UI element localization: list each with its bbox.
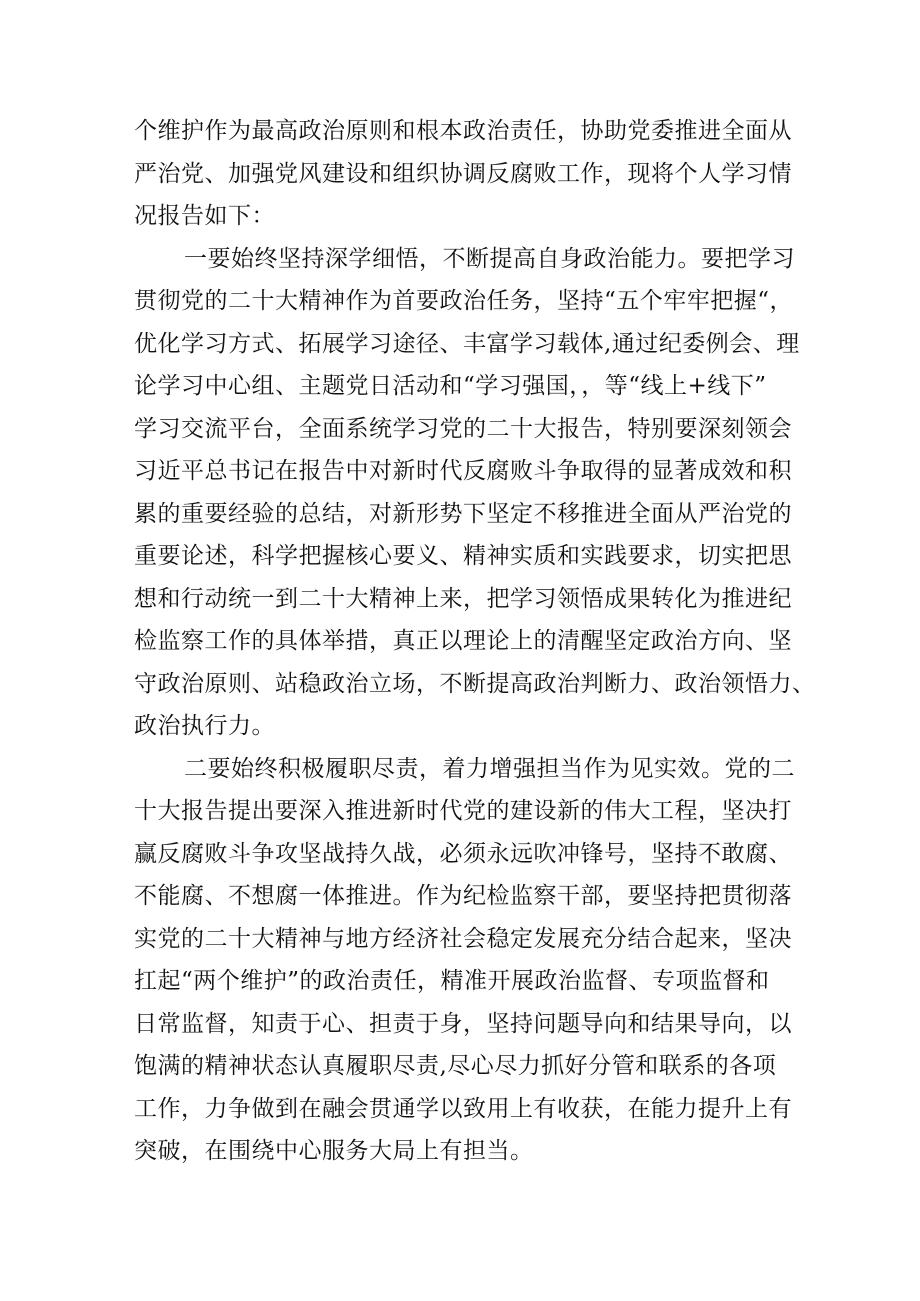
text-line: 重要论述，科学把握核心要义、精神实质和实践要求，切实把思	[134, 543, 792, 569]
text-line: 一要始终坚持深学细悟，不断提高自身政治能力。要把学习	[184, 245, 795, 272]
text-line: 想和行动统一到二十大精神上来，把学习领悟成果转化为推进纪	[134, 585, 792, 612]
text-line: 赢反腐败斗争攻坚战持久战，必须永远吹冲锋号，坚持不敢腐、	[134, 840, 792, 867]
paragraph-one	[134, 238, 834, 748]
text-line: 个维护作为最高政治原则和根本政治责任，协助党委推进全面从	[134, 118, 792, 144]
text-line: 严治党、加强党风建设和组织协调反腐败工作，现将个人学习情	[134, 160, 792, 187]
text-line: 政治执行力。	[134, 713, 275, 739]
text-line: 论学习中心组、主题党日活动和“学习强国，，等“线上+线下”	[134, 373, 767, 399]
text-line: 二要始终积极履职尽责，着力增强担当作为见实效。党的二	[184, 755, 795, 782]
text-line: 累的重要经验的总结，对新形势下坚定不移推进全面从严治党的	[134, 500, 792, 527]
text-line: 习近平总书记在报告中对新时代反腐败斗争取得的显著成效和积	[134, 458, 792, 484]
text-line: 不能腐、不想腐一体推进。作为纪检监察干部，要坚持把贯彻落	[134, 883, 792, 909]
text-line: 突破，在围绕中心服务大局上有担当。	[134, 1138, 534, 1164]
text-line: 十大报告提出要深入推进新时代党的建设新的伟大工程，坚决打	[134, 798, 792, 824]
text-line: 日常监督，知责于心、担责于身，坚持问题导向和结果导向，以	[134, 1010, 792, 1037]
text-line: 况报告如下：	[134, 203, 275, 229]
text-line: 工作，力争做到在融会贯通学以致用上有收获，在能力提升上有	[134, 1095, 792, 1122]
text-line: 贯彻党的二十大精神作为首要政治任务，坚持“五个牢牢把握“，	[134, 288, 794, 314]
paragraph-two	[134, 748, 834, 1173]
text-line: 学习交流平台，全面系统学习党的二十大报告，特别要深刻领会	[134, 415, 792, 442]
text-line: 饱满的精神状态认真履职尽责,尽心尽力抓好分管和联系的各项	[134, 1053, 777, 1079]
text-line: 扛起“两个维护”的政治责任，精准开展政治监督、专项监督和	[134, 968, 770, 994]
text-line: 实党的二十大精神与地方经济社会稳定发展充分结合起来，坚决	[134, 925, 792, 952]
text-line: 优化学习方式、拓展学习途径、丰富学习载体,通过纪委例会、理	[134, 330, 800, 357]
text-line: 检监察工作的具体举措，真正以理论上的清醒坚定政治方向、坚	[134, 628, 792, 654]
document-body	[134, 110, 834, 1173]
paragraph-intro	[134, 110, 834, 238]
text-line: 守政治原则、站稳政治立场，不断提高政治判断力、政治领悟力、	[134, 670, 816, 697]
